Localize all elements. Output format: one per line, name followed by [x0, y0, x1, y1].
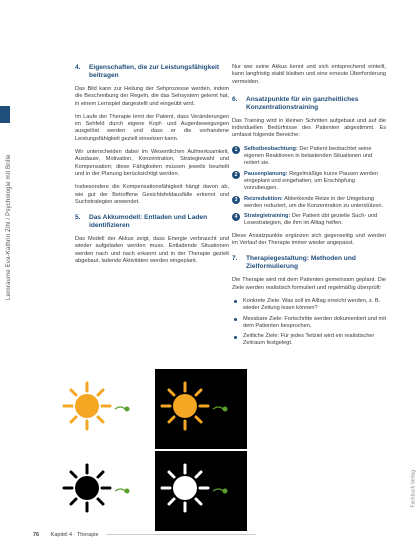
- figure-panel-black-sun-white: [57, 451, 149, 531]
- bullet-list: [232, 298, 386, 348]
- page-footer: [33, 532, 256, 538]
- bullet-dot-icon: [234, 318, 237, 321]
- section-4-paragraph-3: Wir unterscheiden dabei im Wesentlichen Aufmerksamkeit, Ausdauer, Motivation, Konzentration, Strategiewahl und Kompensation; diese Fähigkeiten müssen jeweils beurteilt und in der Planung berücksichtigt werden.: [75, 149, 229, 177]
- section-7-title: Therapiegestaltung: Methoden und Zielformulierung: [246, 255, 356, 271]
- section-6-heading: [232, 96, 386, 112]
- list-number-badge: 3: [232, 196, 240, 204]
- sun-icon: [155, 451, 247, 531]
- section-6-title: Ansatzpunkte für ein ganzheitliches Konzentrationstraining: [246, 95, 359, 111]
- right-column: [232, 64, 386, 351]
- numbered-list: [232, 146, 386, 228]
- list-item-text: Regelmäßige kurze Pausen werden eingeplant und eingehalten, um Erschöpfung vorzubeugen.: [244, 170, 378, 192]
- section-4-paragraph-2: Im Laufe der Therapie lernt der Patient, dass Veränderungen im Sehfeld durch eigene Kopf- und Augenbewegungen ausgelöst werden und dass er die vorhandene Leistungsfähigkeit gezielt einsetzen kann.: [75, 113, 229, 142]
- section-4-number: 4.: [75, 64, 81, 71]
- numbered-list-item: [232, 171, 386, 193]
- section-7-paragraph-1: Die Therapie wird mit dem Patienten gemeinsam geplant. Die Ziele werden realistisch formuliert und regelmäßig überprüft:: [232, 277, 386, 291]
- illustration-grid: [57, 369, 247, 531]
- right-side-label: Fachbuch Verlag: [411, 470, 417, 508]
- bullet-dot-icon: [234, 336, 237, 339]
- section-6-number: 6.: [232, 95, 238, 103]
- sun-icon: [155, 369, 247, 449]
- side-running-label: Lernraume Eva-Kathrin Zihl / Psychologie mit Brille: [6, 154, 12, 300]
- figure-panel-orange-sun-white: [57, 369, 149, 449]
- list-item-head: Reizreduktion:: [244, 195, 283, 202]
- numbered-list-item: [232, 213, 386, 228]
- numbered-list-item: [232, 196, 386, 211]
- section-4-paragraph-1: Das Bild kann zur Heilung der Sehprozesse werden, indem die Beschreibung der Regeln, die das Sehsystem gelernt hat, in einem Lernspiel dargestellt und eingeübt wird.: [75, 86, 229, 107]
- figure-panel-white-sun-black: [155, 451, 247, 531]
- list-item-text: Ablenkende Reize in der Umgebung werden reduziert, um die Konzentration zu unterstützen.: [244, 195, 383, 209]
- intro-paragraph: Nur wer seine Akkus kennt und sich entsprechend einteilt, kann langfristig stabil bleiben und eine erneute Überforderung vermeiden.: [232, 64, 386, 85]
- bullet-list-item: [232, 333, 386, 348]
- left-column: [75, 64, 229, 271]
- section-7-heading: [232, 255, 386, 271]
- list-item-text: Der Patient übt gezielte Such- und Lesestrategien, die ihm im Alltag helfen.: [244, 213, 378, 227]
- section-5-paragraph-1: Das Modell der Akkus zeigt, dass Energie verbraucht und wieder aufgeladen werden muss. Entladende Situationen werden nach und nach erkannt und in der Therapie gezielt abgebaut, ladende Aktivitäten werden eingeplant.: [75, 236, 229, 265]
- numbered-list-item: [232, 146, 386, 168]
- figure-panel-orange-sun-black: [155, 369, 247, 449]
- list-number-badge: 4: [232, 213, 240, 221]
- bullet-text: Zeitliche Ziele: Für jedes Teilziel wird ein realistischer Zeitraum festgelegt.: [243, 333, 375, 347]
- list-item-head: Strategietraining:: [244, 213, 291, 220]
- running-title: Kapitel 4 · Therapie: [50, 532, 99, 538]
- section-5-number: 5.: [75, 214, 81, 222]
- section-6-paragraph-1: Das Training wird in kleinen Schritten aufgebaut und auf die individuellen Bedürfnisse des Patienten abgestimmt. Es umfasst folgende Bereiche:: [232, 117, 386, 139]
- list-number-badge: 2: [232, 171, 240, 179]
- section-4-paragraph-4: Insbesondere die Kompensationsfähigkeit hängt davon ab, wie gut der Betroffene Gesichtsfeldausfälle erkennt und Suchstrategien anwendet.: [75, 184, 229, 205]
- list-item-head: Pausenplanung:: [244, 170, 288, 177]
- bullet-dot-icon: [234, 300, 237, 303]
- section-6-paragraph-2: Diese Ansatzpunkte ergänzen sich gegenseitig und werden im Verlauf der Therapie immer wieder angepasst.: [232, 232, 386, 247]
- footer-rule: [106, 534, 256, 535]
- bullet-text: Konkrete Ziele: Was soll im Alltag erreicht werden, z. B. wieder Zeitung lesen können?: [243, 297, 381, 312]
- section-5-title: Das Akkumodell: Entladen und Laden identifizieren: [89, 214, 208, 230]
- bullet-list-item: [232, 298, 386, 313]
- section-5-heading: [75, 214, 229, 230]
- bullet-list-item: [232, 316, 386, 331]
- section-7-number: 7.: [232, 255, 238, 263]
- list-item-head: Selbstbeobachtung:: [244, 145, 298, 152]
- section-4-title: Eigenschaften, die zur Leistungsfähigkeit beitragen: [89, 64, 220, 79]
- sun-icon: [57, 451, 149, 531]
- bullet-text: Messbare Ziele: Fortschritte werden dokumentiert und mit dem Patienten besprochen.: [243, 315, 387, 329]
- section-4-heading: [75, 64, 229, 80]
- page-number: 76: [33, 532, 40, 538]
- list-item-text: Der Patient beobachtet seine eigenen Reaktionen in belastenden Situationen und notiert sie.: [244, 145, 373, 167]
- sun-icon: [57, 369, 149, 449]
- list-number-badge: 1: [232, 146, 240, 154]
